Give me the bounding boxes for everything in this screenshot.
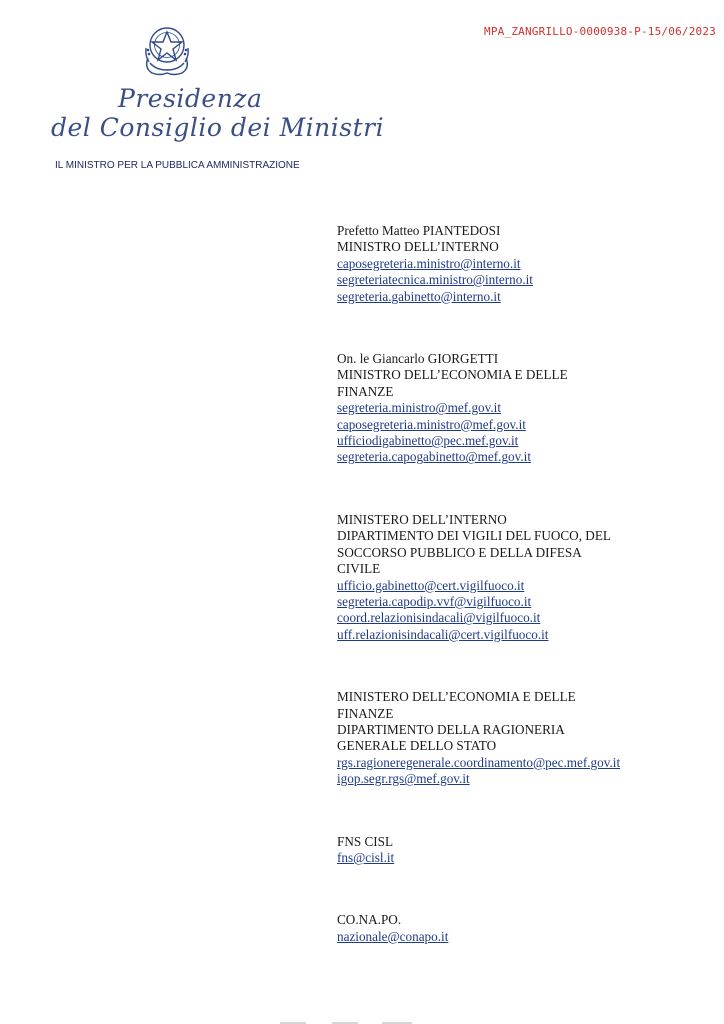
email-link[interactable]: nazionale@conapo.it xyxy=(337,928,449,944)
recipient-address-line: DIPARTIMENTO DEI VIGILI DEL FUOCO, DEL xyxy=(337,528,611,544)
recipient-address-line: SOCCORSO PUBBLICO E DELLA DIFESA xyxy=(337,544,582,560)
email-link[interactable]: caposegreteria.ministro@mef.gov.it xyxy=(337,416,526,432)
email-link[interactable]: ufficiodigabinetto@pec.mef.gov.it xyxy=(337,433,519,449)
email-link[interactable]: segreteriatecnica.ministro@interno.it xyxy=(337,272,533,288)
logo-text-presidenza: Presidenza xyxy=(118,84,263,113)
email-link[interactable]: coord.relazionisindacali@vigilfuoco.it xyxy=(337,610,541,626)
email-link[interactable]: segreteria.capogabinetto@mef.gov.it xyxy=(337,449,532,465)
email-link[interactable]: segreteria.capodip.vvf@vigilfuoco.it xyxy=(337,593,532,609)
ministry-subtitle: IL MINISTRO PER LA PUBBLICA AMMINISTRAZIONE xyxy=(55,160,300,171)
email-link[interactable]: segreteria.gabinetto@interno.it xyxy=(337,288,501,304)
email-link[interactable]: fns@cisl.it xyxy=(337,849,395,865)
recipient-block xyxy=(337,834,717,867)
recipient-block xyxy=(337,512,717,643)
recipient-block xyxy=(337,223,717,305)
recipient-address-line: DIPARTIMENTO DELLA RAGIONERIA xyxy=(337,721,565,737)
email-link[interactable]: uff.relazionisindacali@cert.vigilfuoco.it xyxy=(337,626,549,642)
recipient-address-line: FINANZE xyxy=(337,705,394,721)
email-link[interactable]: rgs.ragioneregenerale.coordinamento@pec.mef.gov.it xyxy=(337,754,621,770)
recipient-address-line: MINISTERO DELL’ECONOMIA E DELLE xyxy=(337,689,576,705)
recipient-address-line: FINANZE xyxy=(337,383,394,399)
recipient-address-line: FNS CISL xyxy=(337,833,394,849)
email-link[interactable]: caposegreteria.ministro@interno.it xyxy=(337,255,521,271)
recipient-block xyxy=(337,351,717,466)
logo-text-consiglio: del Consiglio dei Ministri xyxy=(51,113,385,142)
recipient-address-line: On. le Giancarlo GIORGETTI xyxy=(337,351,499,367)
recipient-address-line: MINISTRO DELL’ECONOMIA E DELLE xyxy=(337,367,568,383)
recipient-address-line: MINISTERO DELL’INTERNO xyxy=(337,511,507,527)
recipient-address-line: Prefetto Matteo PIANTEDOSI xyxy=(337,223,501,238)
email-link[interactable]: segreteria.ministro@mef.gov.it xyxy=(337,400,501,416)
recipient-address-line: CIVILE xyxy=(337,561,381,577)
recipient-address-line: MINISTRO DELL’INTERNO xyxy=(337,239,499,255)
protocol-number: MPA_ZANGRILLO-0000938-P-15/06/2023 xyxy=(484,25,716,38)
recipient-block xyxy=(337,912,717,945)
email-link[interactable]: ufficio.gabinetto@cert.vigilfuoco.it xyxy=(337,577,525,593)
email-link[interactable]: igop.segr.rgs@mef.gov.it xyxy=(337,771,470,787)
italian-republic-emblem-icon xyxy=(136,18,198,80)
recipients-list xyxy=(337,223,717,945)
recipient-block xyxy=(337,689,717,787)
recipient-address-line: GENERALE DELLO STATO xyxy=(337,738,497,754)
recipient-address-line: CO.NA.PO. xyxy=(337,912,402,928)
